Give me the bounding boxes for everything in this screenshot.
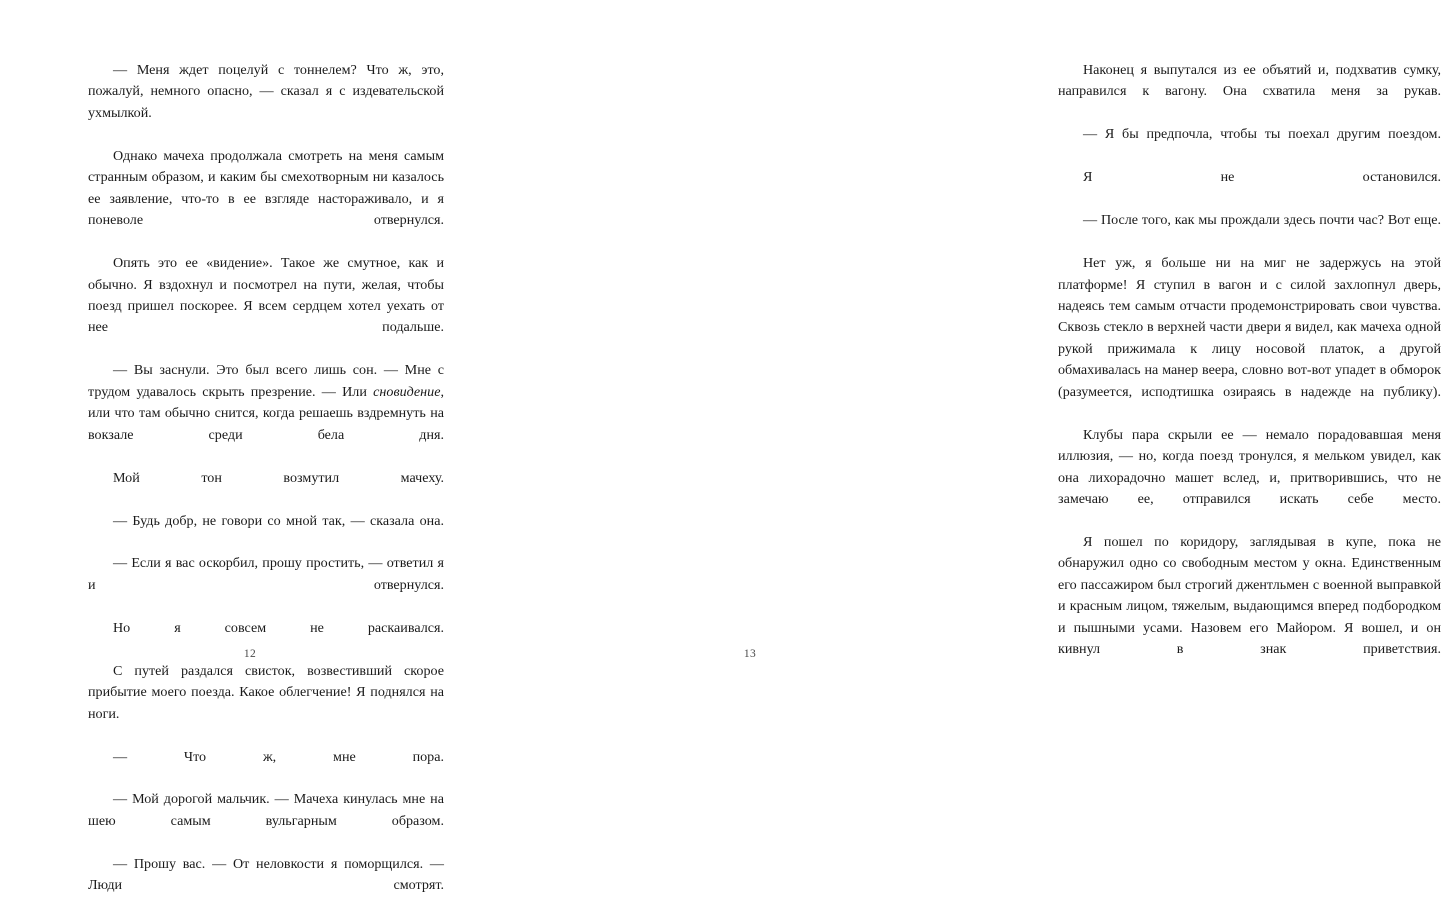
paragraph: [1058, 167, 1441, 210]
text-run: , или что там обычно снится, когда решаешь вздремнуть на вокзале среди бела дня.: [88, 383, 444, 443]
paragraph: [88, 468, 444, 511]
paragraph: [1058, 532, 1441, 682]
text-run: Мой тон возмутил мачеху.: [113, 469, 444, 486]
paragraph: [88, 360, 444, 467]
paragraph: [1058, 124, 1441, 167]
text-run: Но я совсем не раскаивался.: [113, 619, 444, 636]
page-number-left: 12: [243, 648, 257, 660]
paragraph: [88, 789, 444, 853]
text-run: С путей раздался свисток, возвестивший скорое прибытие моего поезда. Какое облегчение! Я поднялся на ноги.: [88, 662, 444, 722]
emphasis-text: сновидение: [373, 383, 441, 400]
paragraph: [1058, 253, 1441, 425]
page-left: [0, 0, 500, 894]
text-run: Я пошел по коридору, заглядывая в купе, пока не обнаружил одно со свободным местом у окна. Единственным его пассажиром был строгий джентльмен с военной выправкой и красным лицом, тяжелым, выдающимся вперед подбородком и пышными усами. Назовем его Майором. Я вошел, и он кивнул в знак приветствия.: [1058, 533, 1441, 658]
text-run: Наконец я выпутался из ее объятий и, подхватив сумку, направился к вагону. Она схватила меня за рукав.: [1058, 62, 1441, 100]
page-number-right: 13: [743, 648, 757, 660]
text-run: — Что ж, мне пора.: [113, 748, 444, 765]
paragraph: [88, 253, 444, 360]
paragraph: [1058, 210, 1441, 253]
text-run: — Меня ждет поцелуй с тоннелем? Что ж, это, пожалуй, немного опасно, — сказал я с издевательской ухмылкой.: [88, 62, 444, 121]
text-run: Опять это ее «видение». Такое же смутное, как и обычно. Я вздохнул и посмотрел на пути, желая, чтобы поезд пришел поскорее. Я всем сердцем хотел уехать от нее подальше.: [88, 255, 444, 336]
text-run: — Я бы предпочла, чтобы ты поехал другим поездом.: [1083, 126, 1441, 143]
text-run: Однако мачеха продолжала смотреть на меня самым странным образом, и каким бы смехотворным ни казалось ее заявление, что-то в ее взгляде настораживало, и я поневоле отвернулся.: [88, 147, 444, 229]
text-run: Клубы пара скрыли ее — немало порадовавшая меня иллюзия, — но, когда поезд тронулся, я мельком увидел, как она лихорадочно машет вслед, и, притворившись, что не замечаю ее, отправился искать себе место.: [1058, 426, 1441, 508]
text-run: Нет уж, я больше ни на миг не задержусь на этой платформе! Я ступил в вагон и с силой захлопнул дверь, надеясь тем самым отчасти продемонстрировать свои чувства. Сквозь стекло в верхней части двери я видел, как мачеха одной рукой прижимала к лицу носовой платок, а другой обмахивалась на манер веера, словно вот-вот упадет в обморок (разумеется, исподтишка озираясь в надежде на публику).: [1058, 255, 1441, 400]
paragraph: [88, 511, 444, 554]
text-run: — Вы заснули. Это был всего лишь сон. — Мне с трудом удавалось скрыть презрение. — Или: [88, 362, 444, 400]
body-text-left: [88, 60, 444, 918]
paragraph: [88, 747, 444, 790]
paragraph: [88, 60, 444, 146]
paragraph: [1058, 60, 1441, 124]
text-run: — Мой дорогой мальчик. — Мачеха кинулась мне на шею самым вульгарным образом.: [88, 791, 444, 829]
paragraph: [1058, 425, 1441, 532]
text-run: — Если я вас оскорбил, прошу простить, — ответил я и отвернулся.: [88, 555, 444, 593]
body-text-right: [1058, 60, 1441, 682]
page-right: [500, 0, 1441, 719]
text-run: — После того, как мы прождали здесь почти час? Вот еще.: [1083, 212, 1441, 229]
paragraph: [88, 146, 444, 253]
text-run: — Прошу вас. — От неловкости я поморщился. — Люди смотрят.: [88, 855, 444, 894]
text-run: — Будь добр, не говори со мной так, — сказала она.: [113, 512, 444, 529]
text-run: Я не остановился.: [1083, 169, 1441, 186]
paragraph: [88, 661, 444, 747]
paragraph: [88, 553, 444, 617]
paragraph: [88, 854, 444, 918]
